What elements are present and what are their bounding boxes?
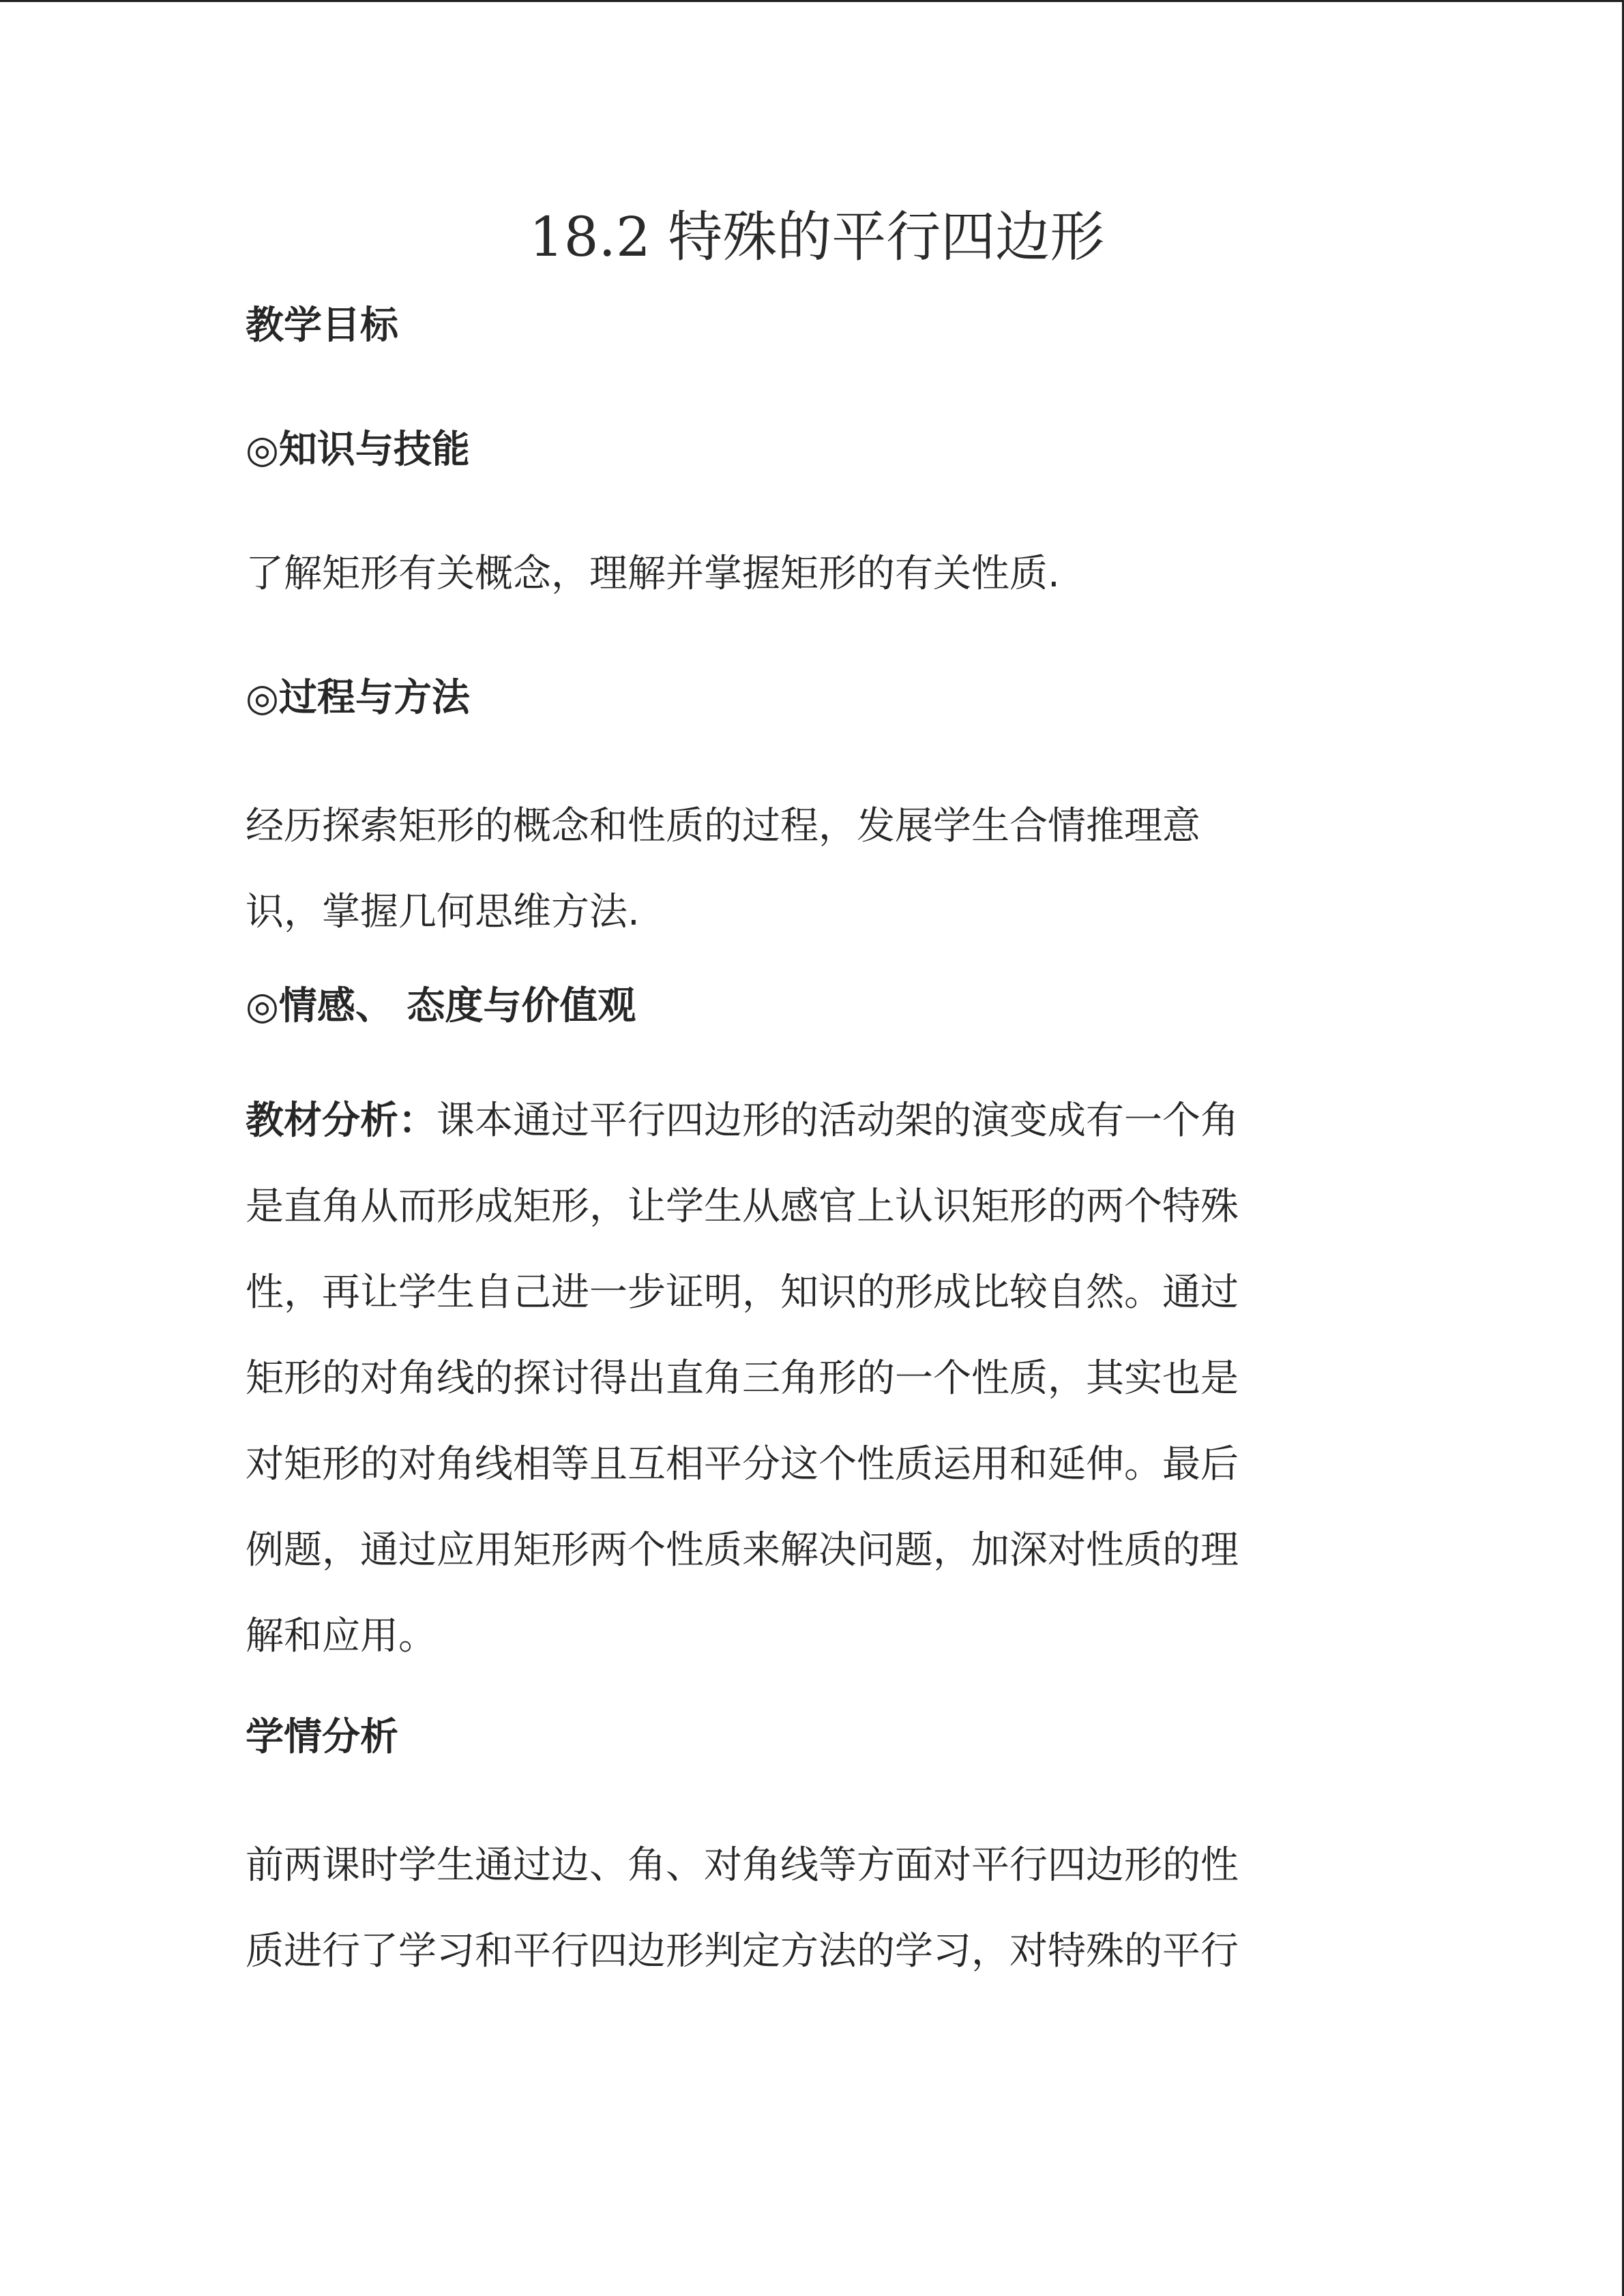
document-content bbox=[246, 200, 1381, 1995]
emotion-attitude-heading: ◎情感、 态度与价值观 bbox=[246, 984, 636, 1028]
document-title: 18.2 特殊的平行四边形 bbox=[529, 205, 1105, 269]
material-analysis-label: 教材分析： bbox=[246, 1099, 437, 1143]
teaching-goals-heading: 教学目标 bbox=[246, 303, 398, 348]
material-analysis-text: 课本通过平行四边形的活动架的演变成有一个角 bbox=[437, 1099, 1239, 1143]
process-method-heading: ◎过程与方法 bbox=[246, 676, 470, 720]
process-method-line: 经历探索矩形的概念和性质的过程，发展学生合情推理意 bbox=[246, 804, 1200, 848]
student-analysis-line: 质进行了学习和平行四边形判定方法的学习，对特殊的平行 bbox=[246, 1929, 1239, 1973]
material-analysis-line: 性，再让学生自己进一步证明，知识的形成比较自然。通过 bbox=[246, 1270, 1239, 1315]
material-analysis-line: 解和应用。 bbox=[246, 1614, 437, 1658]
process-method-line: 识，掌握几何思维方法. bbox=[246, 890, 640, 934]
material-analysis-line: 对矩形的对角线相等且互相平分这个性质运用和延伸。最后 bbox=[246, 1442, 1239, 1487]
student-analysis-paragraph bbox=[246, 1823, 1381, 1995]
process-method-paragraph bbox=[246, 784, 1381, 955]
student-analysis-line: 前两课时学生通过边、角、对角线等方面对平行四边形的性 bbox=[246, 1843, 1239, 1888]
material-analysis-line: 例题，通过应用矩形两个性质来解决问题，加深对性质的理 bbox=[246, 1528, 1239, 1572]
material-analysis-line bbox=[246, 1078, 1381, 1164]
material-analysis-line: 矩形的对角线的探讨得出直角三角形的一个性质，其实也是 bbox=[246, 1356, 1239, 1401]
knowledge-skills-text: 了解矩形有关概念，理解并掌握矩形的有关性质. bbox=[246, 552, 1060, 596]
knowledge-skills-heading: ◎知识与技能 bbox=[246, 428, 470, 472]
student-analysis-heading: 学情分析 bbox=[246, 1715, 398, 1759]
material-analysis-paragraph bbox=[246, 1078, 1381, 1680]
material-analysis-line: 是直角从而形成矩形，让学生从感官上认识矩形的两个特殊 bbox=[246, 1184, 1239, 1229]
